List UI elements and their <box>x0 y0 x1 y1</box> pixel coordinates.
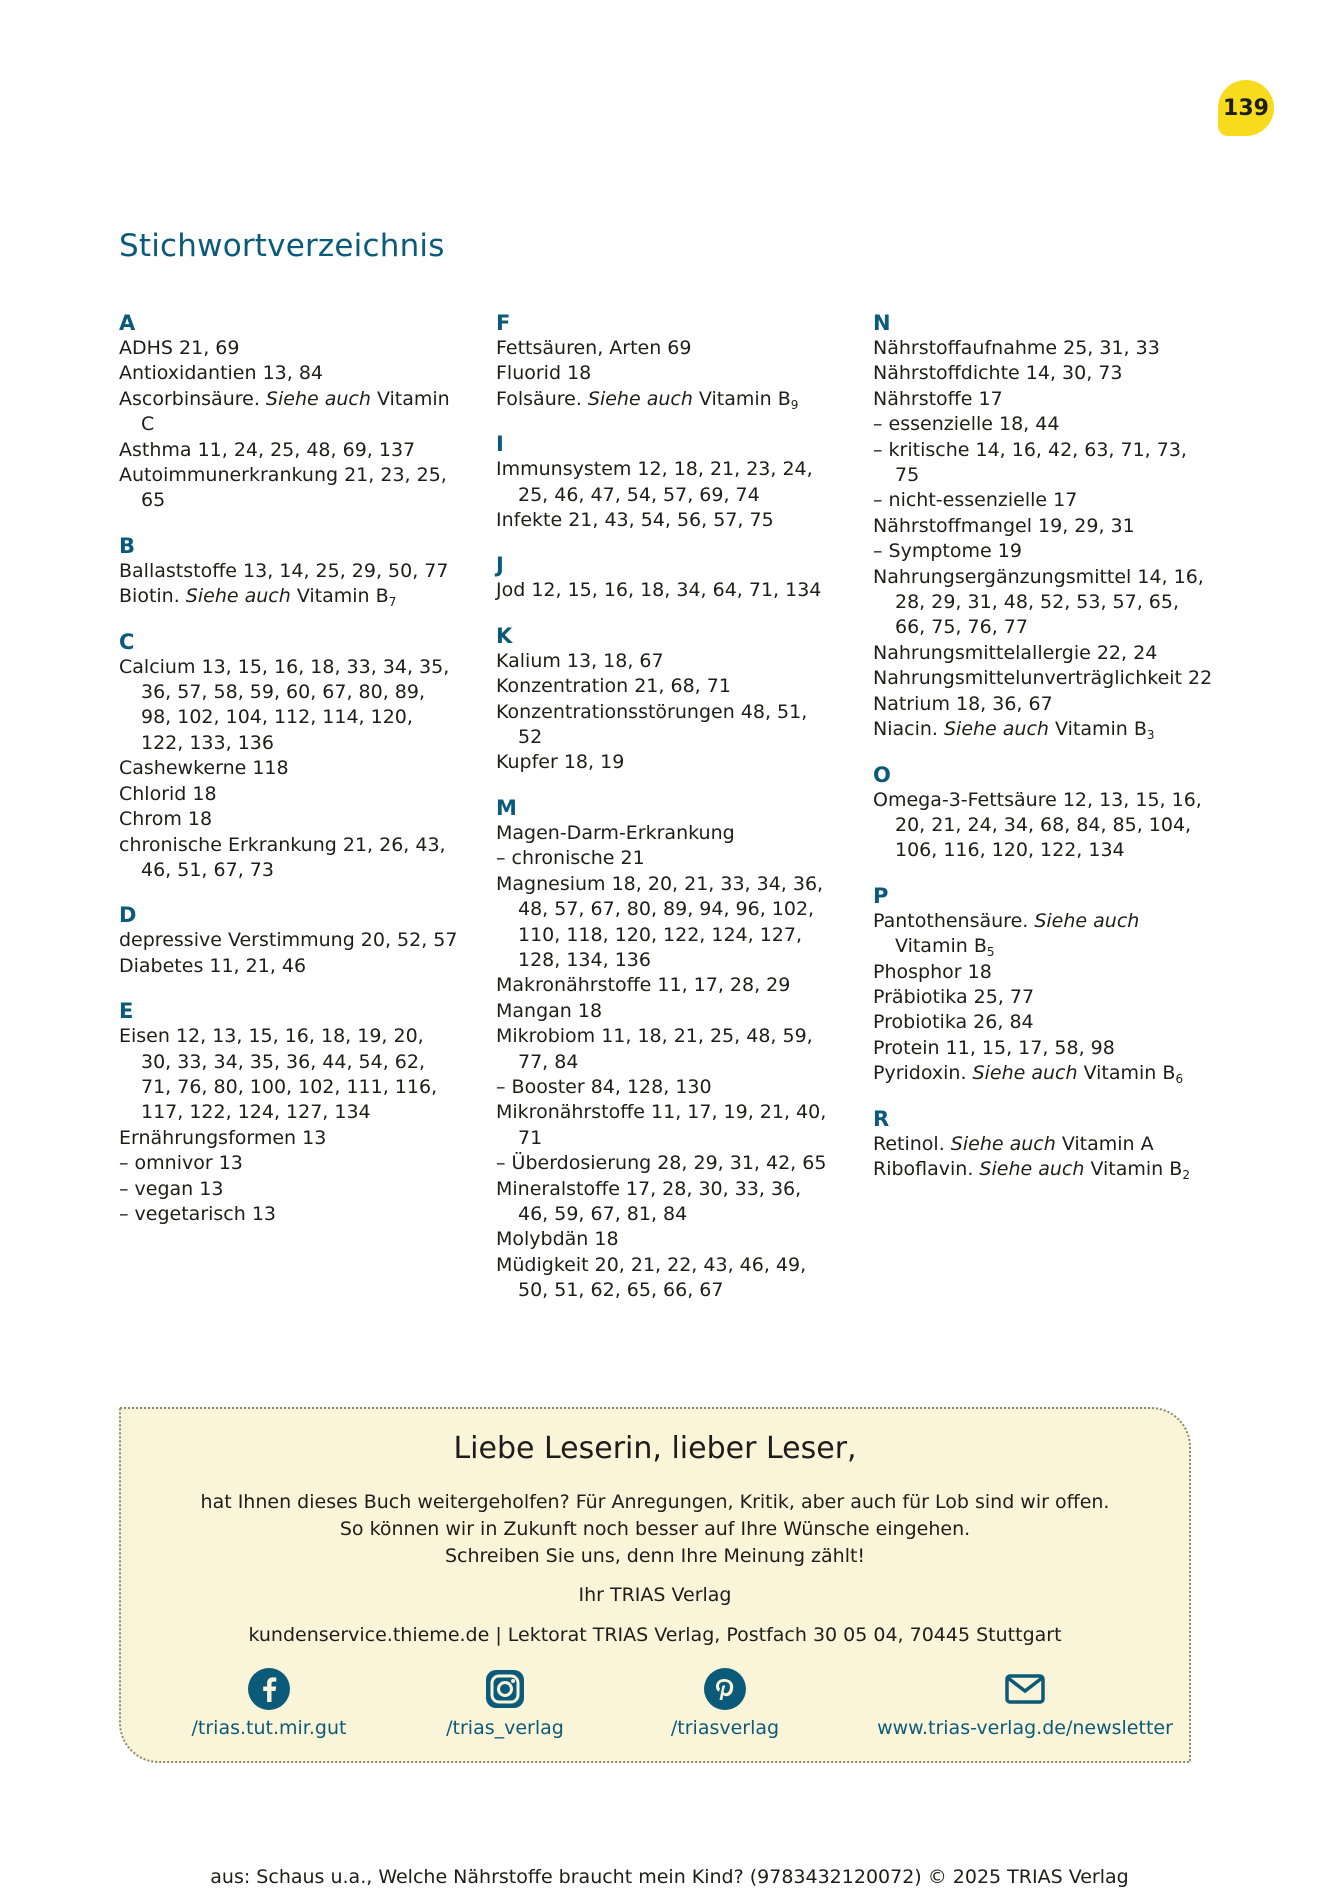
index-entry: – Überdosierung 28, 29, 31, 42, 65 <box>496 1152 827 1175</box>
index-entry: – kritische 14, 16, 42, 63, 71, 73, 75 <box>873 438 1187 487</box>
feedback-text-line-1: hat Ihnen dieses Buch weitergeholfen? Für Anregungen, Kritik, aber auch für Lob sind wir offen. <box>200 1491 1110 1513</box>
index-entry: Diabetes 11, 21, 46 <box>119 954 307 977</box>
instagram-link[interactable]: /trias_verlag <box>446 1717 564 1739</box>
index-letter-heading: K <box>496 623 513 648</box>
index-entry: chronische Erkrankung 21, 26, 43, 46, 51, 67, 73 <box>119 833 446 881</box>
index-entry: Jod 12, 15, 16, 18, 34, 64, 71, 134 <box>496 579 822 602</box>
index-entry: Omega-3-Fettsäure 12, 13, 15, 16, 20, 21, 24, 34, 68, 84, 85, 104, 106, 116, 120, 122, 134 <box>873 788 1202 862</box>
newsletter-link[interactable]: www.trias-verlag.de/newsletter <box>877 1717 1173 1739</box>
index-letter-heading: N <box>873 311 891 335</box>
page-title: Stichwortverzeichnis <box>119 228 445 264</box>
index-entry: Riboflavin. Siehe auch Vitamin $B_2$ <box>873 1157 1190 1182</box>
index-entry: Kalium 13, 18, 67 <box>496 649 664 672</box>
source-footer: aus: Schaus u.a., Welche Nährstoffe braucht mein Kind? (9783432120072) © 2025 TRIAS Verlag <box>210 1866 1129 1888</box>
index-entry: Chlorid 18 <box>119 782 217 805</box>
index-entry: Pyridoxin. Siehe auch Vitamin $B_6$ <box>873 1062 1184 1087</box>
index-entry: Autoimmunerkrankung 21, 23, 25, 65 <box>119 464 447 512</box>
index-entry: Probiotika 26, 84 <box>873 1011 1034 1034</box>
index-entry: – vegetarisch 13 <box>119 1202 277 1225</box>
index-entry: – nicht-essenzielle 17 <box>873 489 1078 512</box>
index-letter-heading: F <box>496 311 511 335</box>
index-letter-heading: B <box>119 533 136 558</box>
page-number-badge: 139 <box>1218 80 1274 136</box>
index-entry: Magen-Darm-Erkrankung <box>496 821 735 844</box>
index-entry: Niacin. Siehe auch Vitamin $B_3$ <box>873 718 1155 743</box>
index-entry: Cashewkerne 118 <box>119 757 289 780</box>
index-entry: Eisen 12, 13, 15, 16, 18, 19, 20, 30, 33, 34, 35, 36, 44, 54, 62, 71, 76, 80, 100, 102, 111, 116, 117, 122, 124, 127, 134 <box>119 1025 438 1124</box>
index-entry: Mangan 18 <box>496 999 603 1022</box>
index-column-3 <box>873 310 1213 1182</box>
index-entry: Makronährstoffe 11, 17, 28, 29 <box>496 974 791 997</box>
index-entry: Ascorbinsäure. Siehe auch Vitamin C <box>119 387 450 436</box>
index-entry: Konzentration 21, 68, 71 <box>496 675 731 698</box>
index-entry: Ballaststoffe 13, 14, 25, 29, 50, 77 <box>119 559 449 582</box>
index-entry: – omnivor 13 <box>119 1152 243 1175</box>
index-entry: Mikrobiom 11, 18, 21, 25, 48, 59, 77, 84 <box>496 1025 813 1073</box>
index-letter-heading: D <box>119 903 137 928</box>
index-entry: – essenzielle 18, 44 <box>873 413 1060 436</box>
mail-icon <box>1003 1667 1047 1711</box>
reader-feedback-box <box>119 1407 1191 1763</box>
index-entry: Konzentrationsstörungen 48, 51, 52 <box>496 700 808 749</box>
index-entry: Nährstoffmangel 19, 29, 31 <box>873 514 1135 537</box>
index-entry: Phosphor 18 <box>873 960 992 983</box>
index-entry: Asthma 11, 24, 25, 48, 69, 137 <box>119 438 416 461</box>
index-entry: Nährstoffaufnahme 25, 31, 33 <box>873 337 1160 359</box>
index-letter-heading: M <box>496 795 517 820</box>
index-entry: Magnesium 18, 20, 21, 33, 34, 36, 48, 57, 67, 80, 89, 94, 96, 102, 110, 118, 120, 122, 124, 127, 128, 134, 136 <box>496 872 824 971</box>
index-entry: Retinol. Siehe auch Vitamin A <box>873 1132 1154 1155</box>
pinterest-link[interactable]: /triasverlag <box>670 1717 780 1739</box>
index-entry: Infekte 21, 43, 54, 56, 57, 75 <box>496 509 774 532</box>
index-letter-heading: I <box>496 432 504 457</box>
feedback-signature: Ihr TRIAS Verlag <box>578 1584 732 1606</box>
index-letter-heading: O <box>873 762 891 787</box>
index-entry: – Symptome 19 <box>873 540 1022 563</box>
index-column-1 <box>119 310 459 1227</box>
index-entry: Nahrungsergänzungsmittel 14, 16, 28, 29, 31, 48, 52, 53, 57, 65, 66, 75, 76, 77 <box>873 565 1204 639</box>
index-entry: Folsäure. Siehe auch Vitamin $B_9$ <box>496 387 799 412</box>
feedback-contact: kundenservice.thieme.de | Lektorat TRIAS Verlag, Postfach 30 05 04, 70445 Stuttgart <box>248 1624 1062 1646</box>
index-letter-heading: R <box>873 1106 890 1131</box>
index-entry: Nährstoffe 17 <box>873 387 1003 410</box>
index-entry: Ernährungsformen 13 <box>119 1126 327 1149</box>
index-entry: Antioxidantien 13, 84 <box>119 362 324 385</box>
index-entry: Präbiotika 25, 77 <box>873 985 1035 1008</box>
social-newsletter[interactable] <box>865 1667 1185 1739</box>
social-pinterest[interactable] <box>575 1667 875 1739</box>
feedback-text-line-3: Schreiben Sie uns, denn Ihre Meinung zählt! <box>444 1545 866 1567</box>
index-entry: Nahrungsmittelunverträglichkeit 22 <box>873 667 1213 690</box>
facebook-link[interactable]: /trias.tut.mir.gut <box>191 1717 347 1739</box>
index-entry: – Booster 84, 128, 130 <box>496 1075 712 1098</box>
index-entry: – chronische 21 <box>496 847 645 870</box>
index-entry: – vegan 13 <box>119 1177 224 1200</box>
index-entry: Mikronährstoffe 11, 17, 19, 21, 40, 71 <box>496 1101 827 1149</box>
index-letter-heading: J <box>496 553 504 578</box>
feedback-heading: Liebe Leserin, lieber Leser, <box>453 1431 857 1466</box>
index-entry: Fluorid 18 <box>496 362 592 385</box>
index-entry: Molybdän 18 <box>496 1228 619 1251</box>
index-entry: ADHS 21, 69 <box>119 337 240 359</box>
index-entry: Müdigkeit 20, 21, 22, 43, 46, 49, 50, 51, 62, 65, 66, 67 <box>496 1253 807 1302</box>
index-entry: Nährstoffdichte 14, 30, 73 <box>873 362 1123 385</box>
index-entry: Pantothensäure. Siehe auch Vitamin $B_5$ <box>873 909 1140 960</box>
index-entry: depressive Verstimmung 20, 52, 57 <box>119 929 458 952</box>
index-entry: Kupfer 18, 19 <box>496 751 625 774</box>
index-entry: Fettsäuren, Arten 69 <box>496 337 692 359</box>
index-letter-heading: C <box>119 629 135 654</box>
index-letter-heading: E <box>119 999 134 1024</box>
index-letter-heading: A <box>119 311 136 335</box>
index-entry: Chrom 18 <box>119 808 213 831</box>
pinterest-icon <box>703 1667 747 1711</box>
index-entry: Immunsystem 12, 18, 21, 23, 24, 25, 46, 47, 54, 57, 69, 74 <box>496 458 813 506</box>
index-entry: Mineralstoffe 17, 28, 30, 33, 36, 46, 59, 67, 81, 84 <box>496 1177 802 1225</box>
index-column-2 <box>496 310 836 1304</box>
facebook-icon <box>247 1667 291 1711</box>
index-entry: Natrium 18, 36, 67 <box>873 692 1053 715</box>
instagram-icon <box>483 1667 527 1711</box>
index-entry: Protein 11, 15, 17, 58, 98 <box>873 1036 1115 1059</box>
index-entry: Calcium 13, 15, 16, 18, 33, 34, 35, 36, 57, 58, 59, 60, 67, 80, 89, 98, 102, 104, 112, 114, 120, 122, 133, 136 <box>119 655 450 754</box>
index-entry: Nahrungsmittelallergie 22, 24 <box>873 641 1158 664</box>
feedback-text-line-2: So können wir in Zukunft noch besser auf Ihre Wünsche eingehen. <box>339 1518 971 1540</box>
index-letter-heading: P <box>873 883 889 908</box>
index-entry: Biotin. Siehe auch Vitamin $B_7$ <box>119 585 397 610</box>
